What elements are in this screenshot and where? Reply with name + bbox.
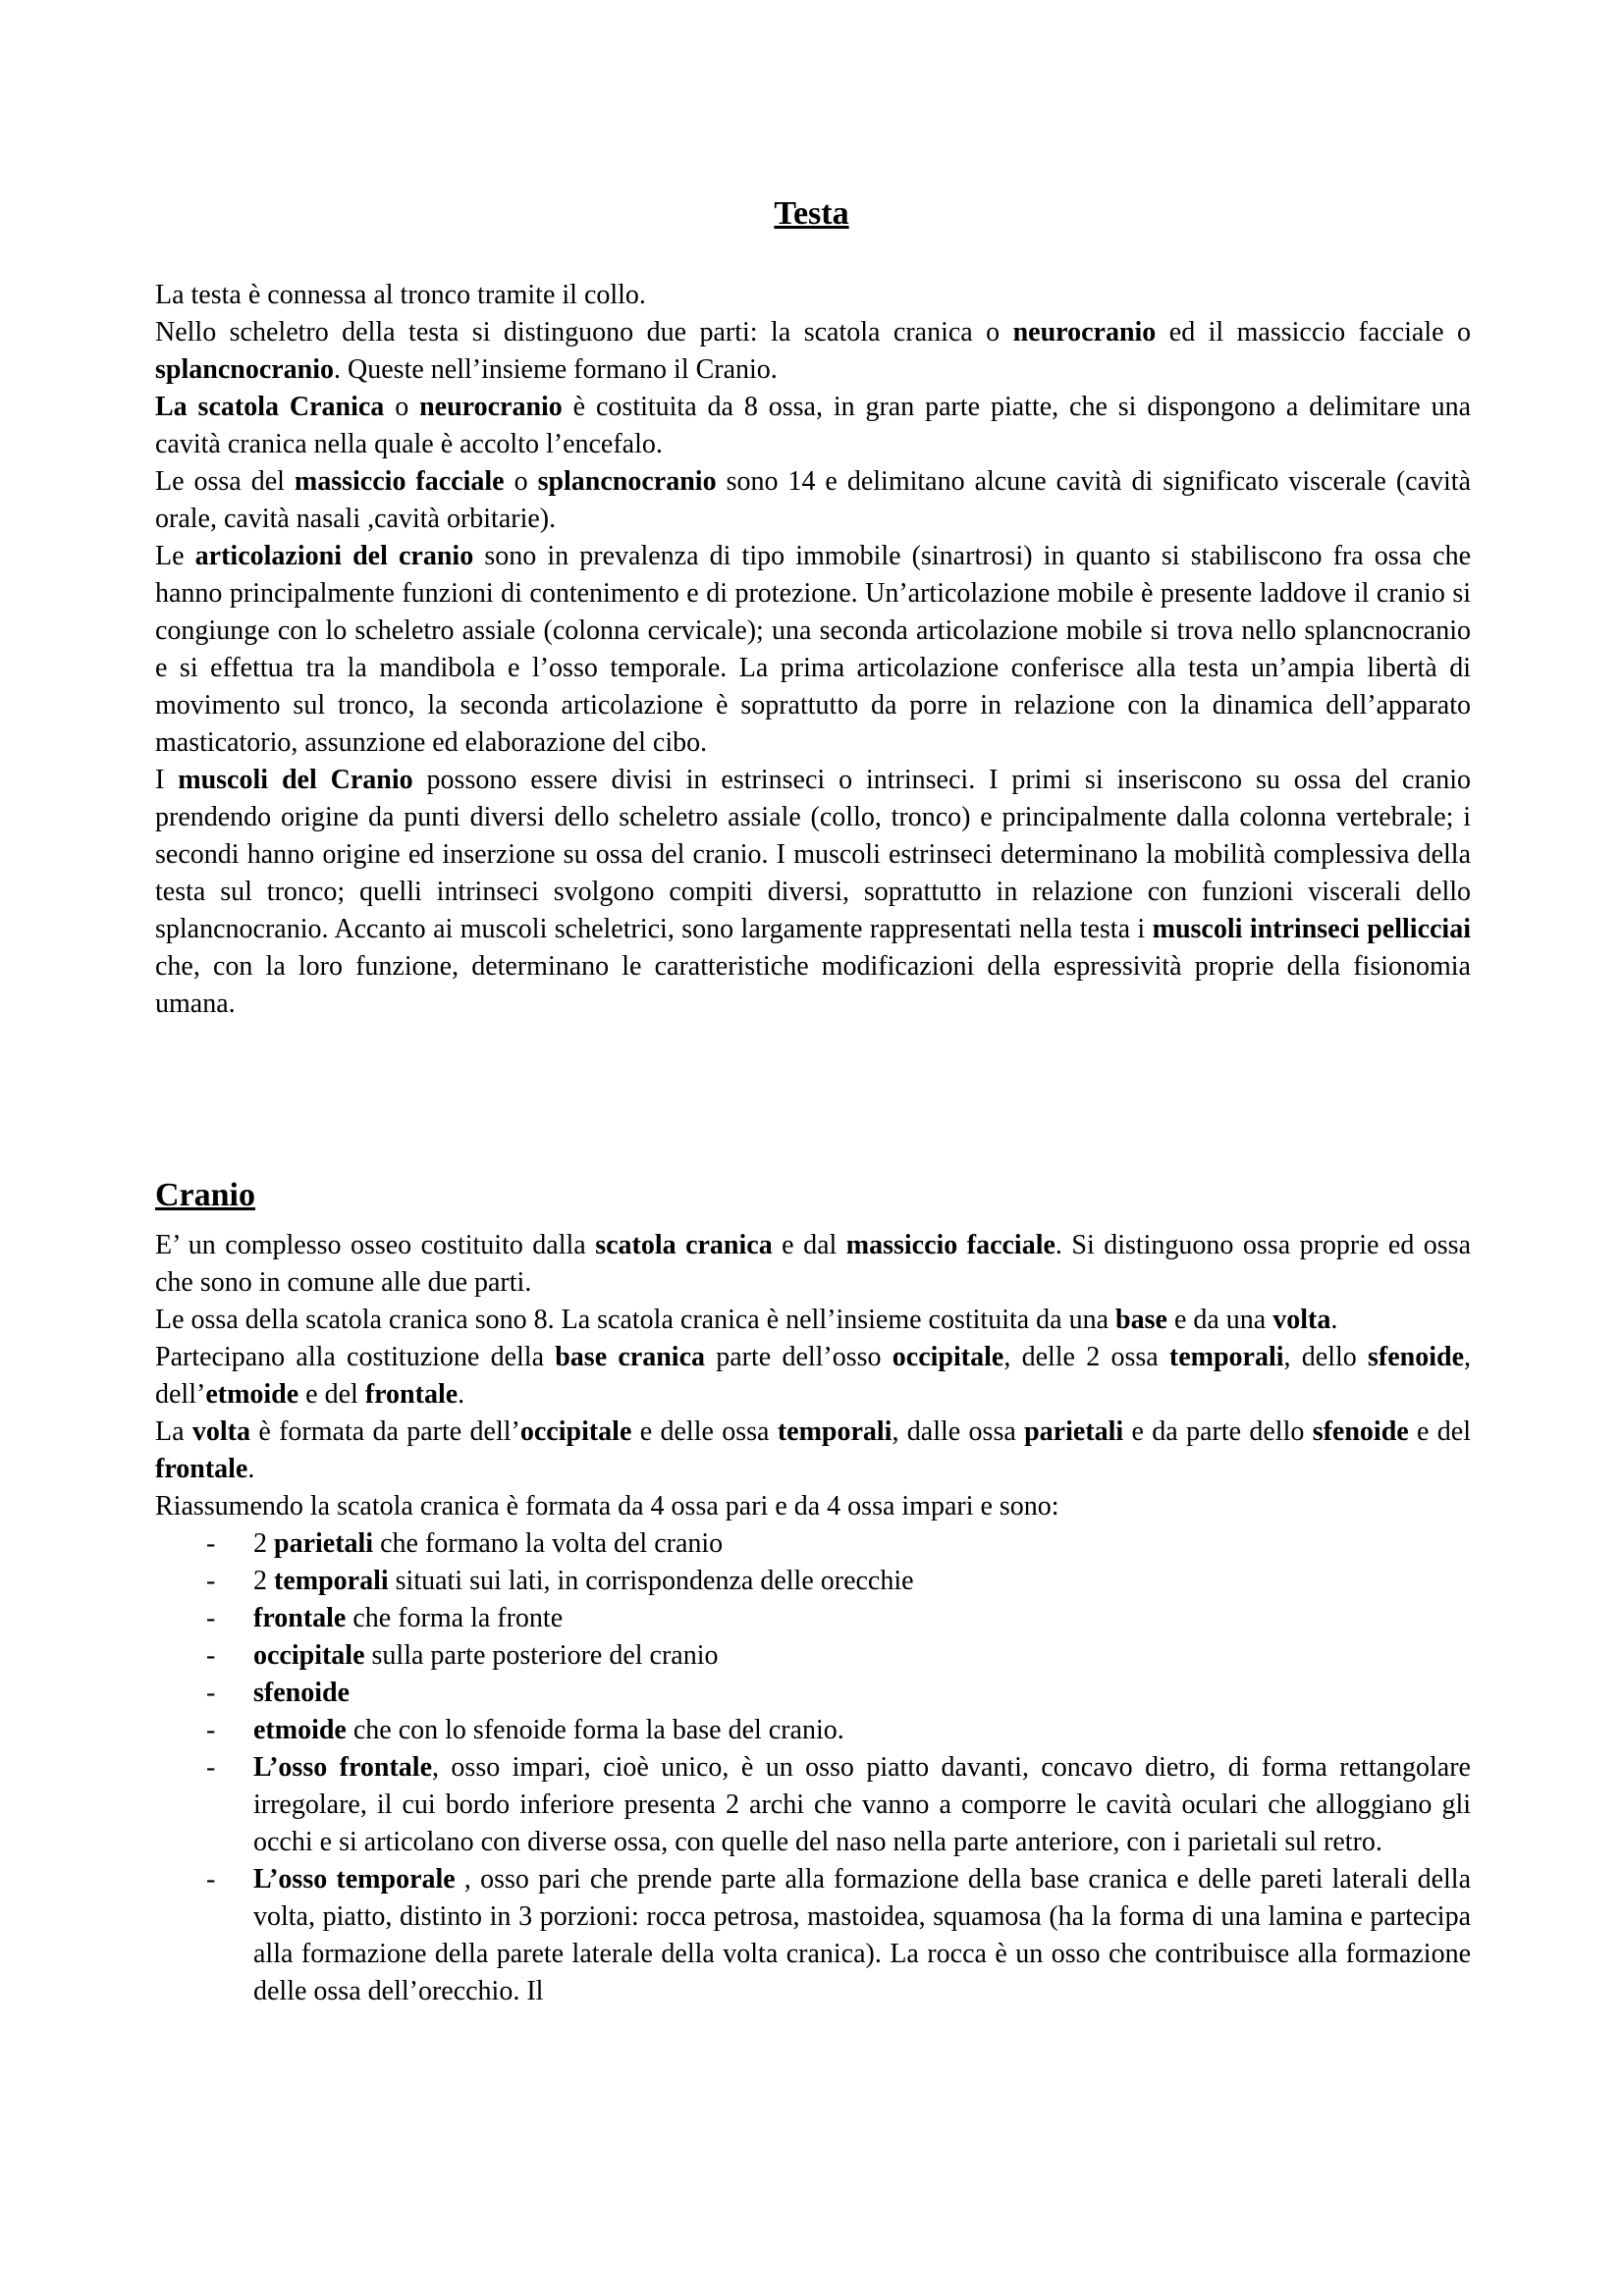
cranio-section xyxy=(155,1227,1471,2010)
list-item: - occipitale sulla parte posteriore del cranio xyxy=(155,1637,1471,1675)
page-title: Testa xyxy=(774,195,849,232)
testa-paragraph-5: Le articolazioni del cranio sono in prevalenza di tipo immobile (sinartrosi) in quanto si stabiliscono fra ossa che hanno principalmente funzioni di contenimento e di protezione. Un’articolazione mobile è presente laddove il cranio si congiunge con lo scheletro assiale (colonna cervicale); una seconda articolazione mobile si trova nello splancnocranio e si effettua tra la mandibola e l’osso temporale. La prima articolazione conferisce alla testa un’ampia libertà di movimento sul tronco, la seconda articolazione è soprattutto da porre in relazione con la dinamica dell’apparato masticatorio, assunzione ed elaborazione del cibo. xyxy=(155,541,1472,758)
list-item: - L’osso temporale , osso pari che prende parte alla formazione della base cranica e delle pareti laterali della volta, piatto, distinto in 3 porzioni: rocca petrosa, mastoidea, squamosa (ha la forma di una lamina e partecipa alla formazione della parete laterale della volta cranica). La rocca è un osso che contribuisce alla formazione delle ossa dell’orecchio. Il xyxy=(155,1861,1471,2010)
list-item: - L’osso frontale, osso impari, cioè unico, è un osso piatto davanti, concavo dietro, di forma rettangolare irregolare, il cui bordo inferiore presenta 2 archi che vanno a comporre le cavità oculari che alloggiano gli occhi e si articolano con diverse ossa, con quelle del naso nella parte anteriore, con i parietali sul retro. xyxy=(155,1749,1471,1861)
testa-paragraph-3: La scatola Cranica o neurocranio è costituita da 8 ossa, in gran parte piatte, che si dispongono a delimitare una cavità cranica nella quale è accolto l’encefalo. xyxy=(155,392,1472,459)
cranio-paragraph-3: Partecipano alla costituzione della base cranica parte dell’osso occipitale, delle 2 ossa temporali, dello sfenoide, dell’etmoide e del frontale. xyxy=(155,1342,1472,1410)
list-item: - 2 parietali che formano la volta del cranio xyxy=(155,1525,1471,1563)
list-item: - etmoide che con lo sfenoide forma la base del cranio. xyxy=(155,1712,1471,1749)
list-dash: - xyxy=(206,1603,216,1633)
testa-paragraph-1: La testa è connessa al tronco tramite il collo. xyxy=(155,280,646,310)
bones-list xyxy=(155,1525,1471,2010)
list-dash: - xyxy=(206,1566,216,1596)
cranio-paragraph-2: Le ossa della scatola cranica sono 8. La scatola cranica è nell’insieme costituita da una base e da una volta. xyxy=(155,1305,1338,1335)
list-dash: - xyxy=(206,1715,216,1745)
list-item: - sfenoide xyxy=(155,1675,1471,1712)
list-item: - 2 temporali situati sui lati, in corrispondenza delle orecchie xyxy=(155,1563,1471,1600)
section-title-cranio: Cranio xyxy=(155,1177,255,1213)
testa-paragraph-6: I muscoli del Cranio possono essere divisi in estrinseci o intrinseci. I primi si inseriscono su ossa del cranio prendendo origine da punti diversi dello scheletro assiale (collo, tronco) e principalmente dalla colonna vertebrale; i secondi hanno origine ed inserzione su ossa del cranio. I muscoli estrinseci determinano la mobilità complessiva della testa sul tronco; quelli intrinseci svolgono compiti diversi, soprattutto in relazione con funzioni viscerali dello splancnocranio. Accanto ai muscoli scheletrici, sono largamente rappresentati nella testa i muscoli intrinseci pellicciai che, con la loro funzione, determinano le caratteristiche modificazioni della espressività proprie della fisionomia umana. xyxy=(155,765,1471,1019)
cranio-paragraph-5: Riassumendo la scatola cranica è formata da 4 ossa pari e da 4 ossa impari e sono: xyxy=(155,1491,1059,1522)
list-item: - frontale che forma la fronte xyxy=(155,1600,1471,1637)
testa-paragraph-4: Le ossa del massiccio facciale o splancnocranio sono 14 e delimitano alcune cavità di significato viscerale (cavità orale, cavità nasali ,cavità orbitarie). xyxy=(155,466,1472,534)
cranio-paragraph-1: E’ un complesso osseo costituito dalla scatola cranica e dal massiccio facciale. Si distinguono ossa proprie ed ossa che sono in comune alle due parti. xyxy=(155,1230,1472,1298)
testa-paragraph-2: Nello scheletro della testa si distinguono due parti: la scatola cranica o neurocranio ed il massiccio facciale o splancnocranio. Queste nell’insieme formano il Cranio. xyxy=(155,317,1471,385)
list-dash: - xyxy=(206,1678,216,1708)
list-dash: - xyxy=(206,1528,216,1559)
testa-section xyxy=(155,277,1471,1023)
cranio-paragraph-4: La volta è formata da parte dell’occipitale e delle ossa temporali, dalle ossa parietali e da parte dello sfenoide e del frontale. xyxy=(155,1416,1472,1484)
list-dash: - xyxy=(206,1752,216,1783)
list-dash: - xyxy=(206,1864,216,1895)
list-dash: - xyxy=(206,1640,216,1671)
